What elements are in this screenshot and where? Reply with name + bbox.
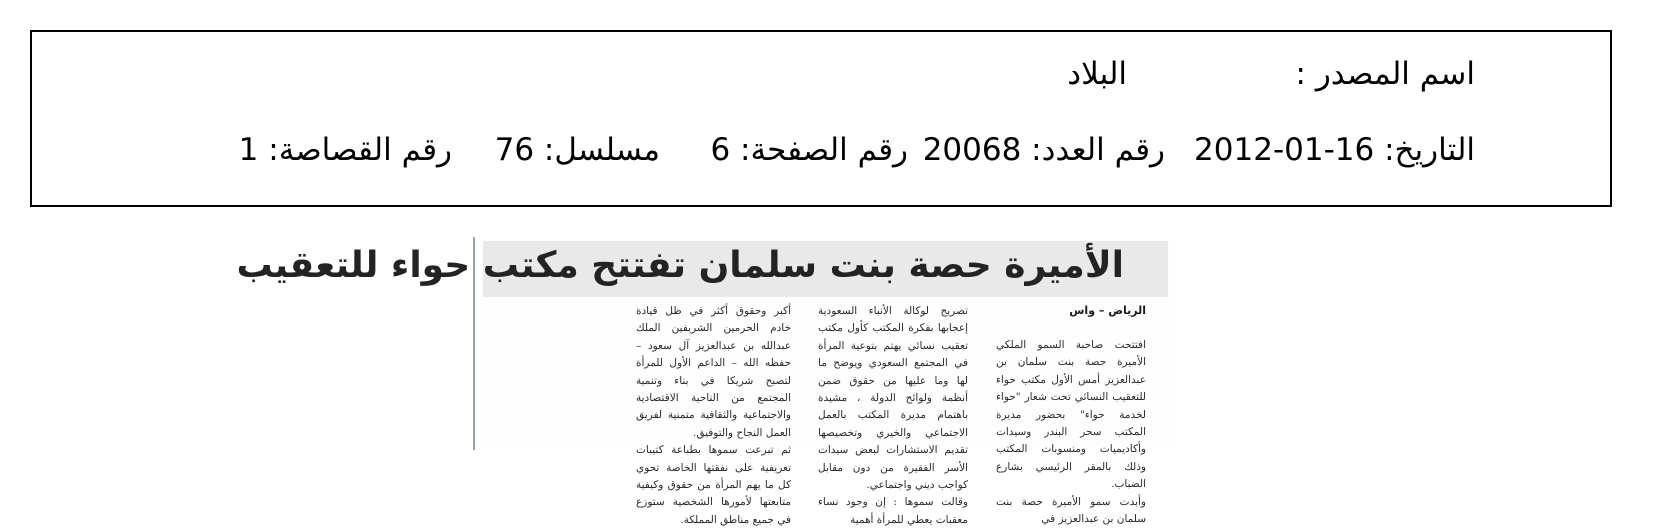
article-paragraph: تصريح لوكالة الأنباء السعودية إعجابها بفكرة المكتب كأول مكتب تعقيب نسائي يهتم بتوعية المرأة في المجتمع السعودي ويوضح ما لها وما عليها من حقوق ضمن أنظمة ولوائح الدولة ، مشيدة باهتمام مديرة المكتب بالعمل الاجتماعي والخيري وتخصيصها تقديم الاستشارات لبعض سيدات الأسر الفقيرة من دون مقابل كواجب ديني واجتماعي. [818, 305, 968, 492]
newspaper-clipping [236, 237, 1176, 526]
article-column-3 [636, 303, 791, 529]
article-paragraph: أكبر وحقوق أكثر في ظل قيادة خادم الحرمين الشريفين الملك عبدالله بن عبدالعزيز آل سعود –حفظه الله – الداعم الأول للمرأة لتصبح شريكا في بناء وتنمية المجتمع من الناحية الاقتصادية والاجتماعية والثقافية متمنية لفريق العمل النجاح والتوفيق. [636, 305, 791, 439]
issue-number-field: رقم العدد: 20068 [922, 132, 1165, 168]
date-field: التاريخ: 16-01-2012 [1194, 132, 1475, 168]
clipping-number-field: رقم القصاصة: 1 [238, 132, 452, 168]
article-column-1 [996, 303, 1146, 528]
article-column-2 [818, 303, 968, 529]
article-paragraph: وقالت سموها : إن وجود نساء معقبات يعطي للمرأة أهمية [818, 496, 968, 526]
article-paragraph: افتتحت صاحبة السمو الملكي الأميرة حصة بنت سلمان بن عبدالعزيز أمس الأول مكتب حواء للتعقيب النسائي تحت شعار "حواء لخدمة حواء" بحضور مديرة المكتب سحر البندر وسيدات وأكاديميات ومنسوبات المكتب وذلك بالمقر الرئيسي بشارع الضباب. [996, 339, 1146, 491]
article-byline: الرياض – واس [1069, 304, 1146, 317]
source-label: اسم المصدر : [1295, 56, 1475, 92]
source-info-box [30, 30, 1612, 207]
source-value: البلاد [1067, 56, 1127, 92]
article-paragraph: ثم تبرعت سموها بطباعة كتيبات تعريفية على نفقتها الخاصة تحوي كل ما يهم المرأة من حقوق وكيفية متابعتها لأمورها الشخصية ستوزع في جميع مناطق المملكة. [636, 444, 791, 526]
serial-field: مسلسل: 76 [494, 132, 660, 168]
article-paragraph: وأبدت سمو الأميرة حصة بنت سلمان بن عبدالعزيز في [996, 495, 1146, 526]
clipping-headline: الأميرة حصة بنت سلمان تفتتح مكتب حواء للتعقيب [236, 245, 1124, 286]
page-number-field: رقم الصفحة: 6 [710, 132, 908, 168]
